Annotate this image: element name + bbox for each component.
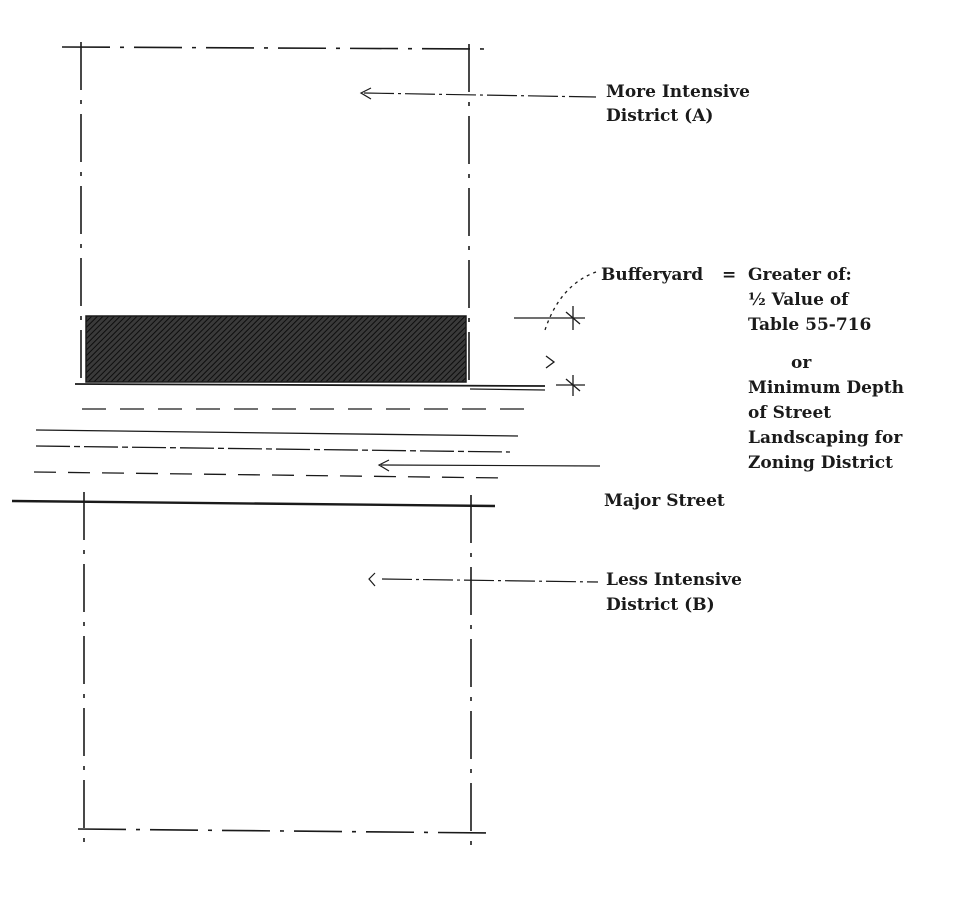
greater-of-label: Greater of: — [748, 265, 852, 285]
min-depth-line4: Zoning District — [748, 453, 893, 473]
bufferyard-baseline — [75, 384, 545, 386]
major-street — [12, 409, 525, 506]
bufferyard-dimension — [514, 272, 596, 396]
or-label: or — [791, 353, 812, 373]
district-b-label-line1: Less Intensive — [606, 570, 742, 590]
min-depth-line3: Landscaping for — [748, 428, 903, 448]
arrow-to-major-street — [381, 465, 600, 466]
equals-sign: = — [722, 265, 737, 285]
half-value-label: ½ Value of — [748, 290, 849, 310]
arrow-to-district-b — [382, 579, 598, 582]
district-a-label-line1: More Intensive — [606, 82, 750, 102]
district-b-boundary — [78, 492, 490, 852]
arrow-to-district-a — [364, 93, 596, 97]
district-b-label-line2: District (B) — [606, 595, 715, 615]
min-depth-line1: Minimum Depth — [748, 378, 905, 398]
bufferyard-band — [86, 316, 466, 382]
bufferyard-label: Bufferyard — [601, 265, 704, 285]
table-ref-label: Table 55-716 — [748, 315, 872, 335]
bufferyard-baseline-2 — [470, 389, 545, 390]
major-street-label: Major Street — [604, 491, 725, 511]
district-a-label-line2: District (A) — [606, 106, 714, 126]
min-depth-line2: of Street — [748, 403, 832, 423]
